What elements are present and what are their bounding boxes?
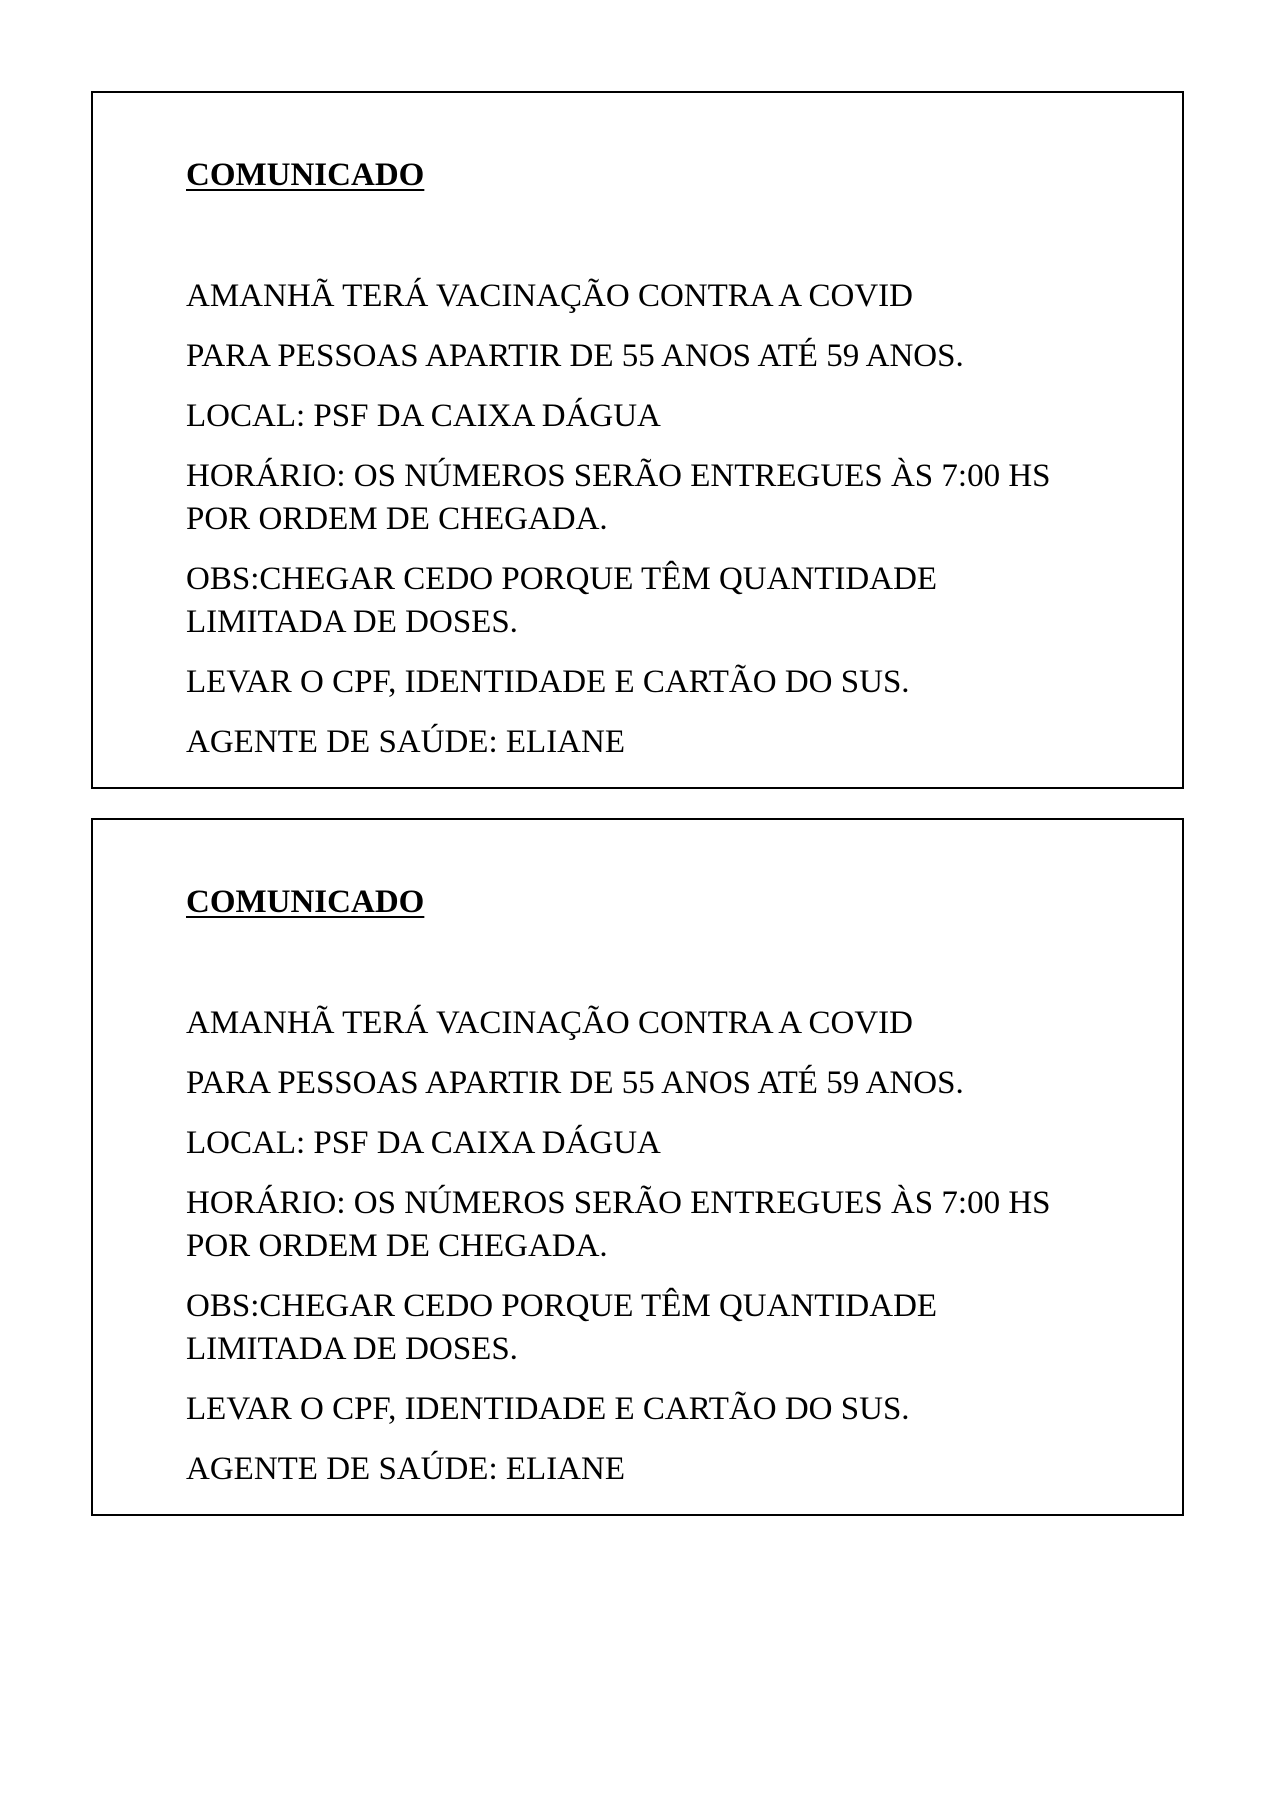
notice-line-schedule: HORÁRIO: OS NÚMEROS SERÃO ENTREGUES ÀS 7:00 HS POR ORDEM DE CHEGADA. bbox=[186, 458, 1051, 537]
notice-body bbox=[186, 1002, 1126, 1508]
notice-line-observation: OBS:CHEGAR CEDO PORQUE TÊM QUANTIDADE LIMITADA DE DOSES. bbox=[186, 1288, 938, 1367]
notice-title: COMUNICADO bbox=[186, 884, 425, 920]
notice-line-schedule: HORÁRIO: OS NÚMEROS SERÃO ENTREGUES ÀS 7:00 HS POR ORDEM DE CHEGADA. bbox=[186, 1185, 1051, 1264]
notice-body bbox=[186, 275, 1126, 781]
notice-line-health-agent: AGENTE DE SAÚDE: ELIANE bbox=[186, 1451, 626, 1487]
notice-title: COMUNICADO bbox=[186, 157, 425, 193]
notice-line-observation: OBS:CHEGAR CEDO PORQUE TÊM QUANTIDADE LIMITADA DE DOSES. bbox=[186, 561, 938, 640]
notice-line-documents: LEVAR O CPF, IDENTIDADE E CARTÃO DO SUS. bbox=[186, 1391, 910, 1427]
notice-line-location: LOCAL: PSF DA CAIXA DÁGUA bbox=[186, 1125, 661, 1161]
notice-line-announcement: AMANHÃ TERÁ VACINAÇÃO CONTRA A COVID bbox=[186, 278, 913, 314]
notice-line-age-range: PARA PESSOAS APARTIR DE 55 ANOS ATÉ 59 ANOS. bbox=[186, 1065, 964, 1101]
notice-line-location: LOCAL: PSF DA CAIXA DÁGUA bbox=[186, 398, 661, 434]
notice-line-documents: LEVAR O CPF, IDENTIDADE E CARTÃO DO SUS. bbox=[186, 664, 910, 700]
notice-line-health-agent: AGENTE DE SAÚDE: ELIANE bbox=[186, 724, 626, 760]
notice-line-announcement: AMANHÃ TERÁ VACINAÇÃO CONTRA A COVID bbox=[186, 1005, 913, 1041]
notice-box bbox=[91, 91, 1184, 789]
notice-line-age-range: PARA PESSOAS APARTIR DE 55 ANOS ATÉ 59 ANOS. bbox=[186, 338, 964, 374]
notice-box bbox=[91, 818, 1184, 1516]
